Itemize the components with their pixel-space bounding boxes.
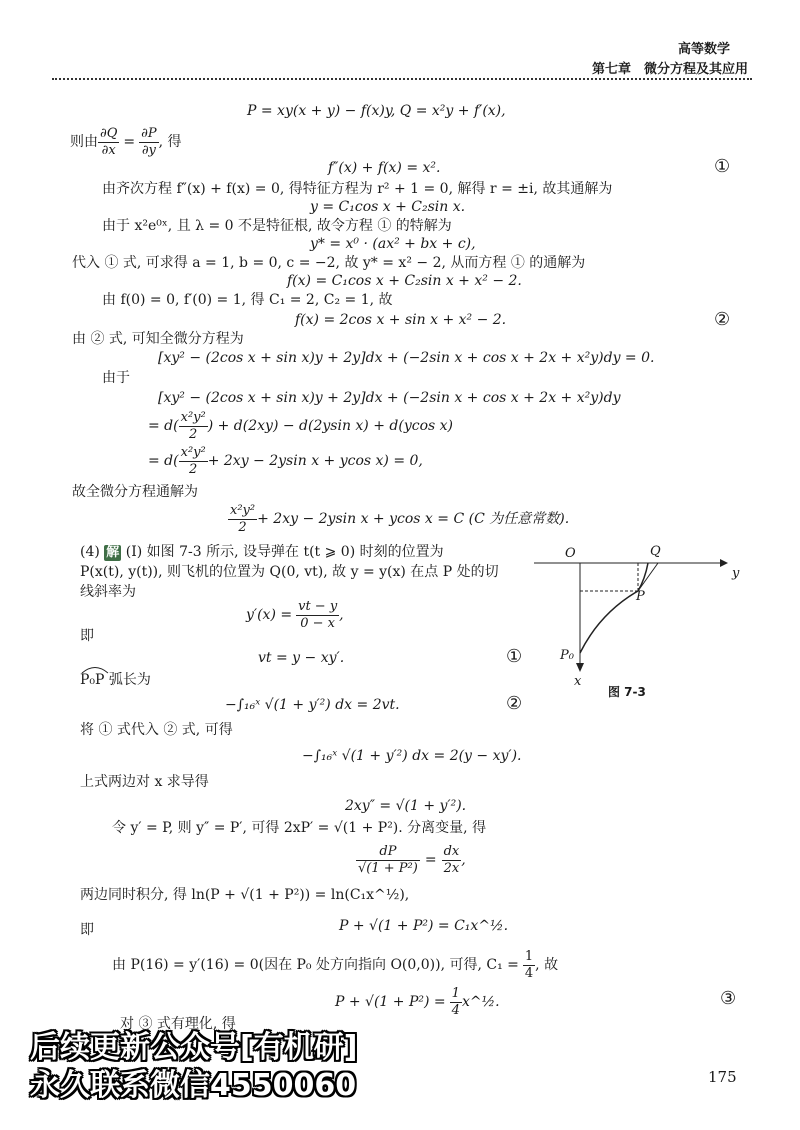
total-diff-eq: [xy² − (2cos x + sin x)y + 2y]dx + (−2sin x + cos x + 2x + x²y)dy = 0. — [158, 350, 655, 366]
frac-dq-dx — [98, 126, 119, 158]
second-order-eq: 2xy″ = √(1 + y′²). — [345, 798, 467, 814]
arc-icon — [80, 664, 110, 674]
header-divider — [52, 78, 752, 80]
frac-den: 2 — [189, 426, 198, 442]
label-P: P — [636, 589, 645, 604]
slope-comma: , — [339, 606, 344, 623]
frac-den: 4 — [524, 965, 534, 981]
eq3-lhs: P + √(1 + P²) = — [335, 993, 446, 1010]
equation-vt: vt = y − xy′. — [258, 650, 345, 666]
watermark-line-2: 永久联系微信4550060 — [30, 1068, 357, 1103]
tangent-line — [638, 563, 658, 591]
text-ji-2: 即 — [80, 922, 94, 938]
diff-decomp-1 — [148, 407, 453, 445]
integrate-text: 两边同时积分, 得 ln(P + √(1 + P²)) = ln(C₁x^½), — [80, 887, 410, 903]
label-P0: P₀ — [560, 648, 574, 663]
part4-line3: 线斜率为 — [80, 584, 136, 600]
page-number: 175 — [708, 1068, 737, 1086]
general-intro: 故全微分方程通解为 — [72, 484, 198, 500]
frac-x2y2-2 — [179, 445, 208, 477]
general-total-solution — [228, 500, 569, 538]
text-ji: 即 — [80, 628, 94, 644]
frac-num: vt − y — [298, 598, 338, 614]
frac-den: ∂x — [101, 142, 116, 158]
frac-num: dx — [443, 843, 460, 859]
equation-marker-4: ② — [506, 693, 523, 714]
figure-7-3 — [530, 535, 750, 695]
frac-slope — [296, 599, 339, 631]
frac-num: 1 — [451, 985, 460, 1001]
frac-den: 0 − x — [300, 615, 336, 631]
part4-text: (Ⅰ) 如图 7-3 所示, 设导弹在 t(t ⩾ 0) 时刻的位置为 — [125, 544, 444, 560]
label-Q: Q — [650, 544, 661, 559]
frac-num: x²y² — [230, 502, 256, 518]
equation-1: f″(x) + f(x) = x². — [328, 160, 441, 176]
text-de: , 得 — [158, 133, 182, 150]
decomp-prefix: = d( — [148, 417, 179, 434]
frac-den: 2 — [238, 519, 247, 535]
eq3-rhs: x^½. — [461, 993, 500, 1010]
frac-dp — [356, 844, 420, 876]
y-arrow-icon — [720, 559, 728, 567]
equation-marker-5: ③ — [720, 988, 737, 1009]
homogeneous-text: 由齐次方程 f″(x) + f(x) = 0, 得特征方程为 r² + 1 = 0, 解得 r = ±i, 故其通解为 — [102, 181, 613, 197]
frac-num: dP — [356, 844, 420, 861]
general-f: f(x) = C₁cos x + C₂sin x + x² − 2. — [287, 273, 522, 289]
frac-den: 2 — [189, 461, 198, 477]
frac-one-fourth — [450, 986, 462, 1018]
equation-3 — [335, 982, 500, 1022]
frac-one-fourth — [523, 949, 535, 981]
chapter-title: 第七章 微分方程及其应用 — [592, 62, 749, 77]
equation-marker-3: ① — [506, 646, 523, 667]
frac-num: x²y² — [180, 409, 206, 425]
x-arrow-icon — [576, 663, 584, 672]
frac-x2y2-2 — [228, 503, 257, 535]
arc-integral: −∫₁₆ˣ √(1 + y′²) dx = 2vt. — [225, 697, 400, 713]
frac-num: ∂P — [141, 125, 157, 141]
frac-x2y2-2 — [179, 410, 208, 442]
equation-pq: P = xy(x + y) − f(x)y, Q = x²y + f′(x), — [247, 103, 506, 119]
solution-badge: 解 — [106, 545, 120, 560]
p-solution-c1: P + √(1 + P²) = C₁x^½. — [339, 918, 509, 934]
slope-lhs: y′(x) = — [246, 606, 293, 623]
decomp-rest: ) + d(2xy) − d(2ysin x) + d(ycos x) — [207, 417, 453, 434]
equation-2: f(x) = 2cos x + sin x + x² − 2. — [295, 312, 507, 328]
arc-length-text: P₀P 弧长为 — [80, 672, 151, 688]
book-title: 高等数学 — [678, 42, 731, 57]
watermark-line-1: 后续更新公众号[有机研] — [30, 1030, 358, 1065]
diff-decomp-2 — [148, 442, 423, 480]
partial-condition — [70, 122, 182, 162]
label-y: y — [732, 566, 740, 581]
frac-num: ∂Q — [100, 125, 118, 141]
combined-integral: −∫₁₆ˣ √(1 + y′²) dx = 2(y − xy′). — [302, 748, 522, 764]
substitution-p: 令 y′ = P, 则 y″ = P′, 可得 2xP′ = √(1 + P²). 分离变量, 得 — [112, 820, 487, 836]
frac-dx — [442, 844, 462, 876]
substitute-text: 将 ① 式代入 ② 式, 可得 — [80, 722, 233, 738]
separated-comma: , — [461, 851, 466, 868]
equation-marker-1: ① — [714, 156, 731, 177]
part4-line1 — [80, 544, 444, 561]
frac-den: 4 — [451, 1002, 460, 1018]
equals-sign: = — [424, 851, 437, 868]
frac-num: 1 — [524, 948, 534, 964]
particular-text: 由于 x²e⁰ˣ, 且 λ = 0 不是特征根, 故令方程 ① 的特解为 — [102, 218, 452, 234]
rationalize-text: 对 ③ 式有理化, 得 — [120, 1016, 236, 1032]
separated-eq — [356, 838, 466, 882]
total-diff-expr: [xy² − (2cos x + sin x)y + 2y]dx + (−2sin x + cos x + 2x + x²y)dy — [158, 390, 621, 406]
initial-conditions: 由 f(0) = 0, f′(0) = 1, 得 C₁ = 2, C₂ = 1, 故 — [102, 292, 393, 308]
decomp-prefix: = d( — [148, 452, 179, 469]
figure-caption: 图 7-3 — [608, 685, 646, 699]
label-O: O — [565, 546, 576, 561]
label-x: x — [574, 674, 582, 689]
particular-form: y* = x⁰ · (ax² + bx + c), — [310, 236, 476, 252]
pursuit-curve — [580, 563, 648, 653]
text-zeyou: 则由 — [70, 133, 98, 150]
differentiate-text: 上式两边对 x 求导得 — [80, 774, 209, 790]
equation-marker-2: ② — [714, 309, 731, 330]
general-solution: y = C₁cos x + C₂sin x. — [310, 199, 466, 215]
substitution-text: 代入 ① 式, 可求得 a = 1, b = 0, c = −2, 故 y* = x² − 2, 从而方程 ① 的通解为 — [72, 255, 586, 271]
frac-dp-dy — [139, 126, 158, 158]
decomp-rest: + 2xy − 2ysin x + ycos x) = 0, — [207, 452, 423, 469]
solution-rest: + 2xy − 2ysin x + ycos x = C (C 为任意常数). — [257, 510, 570, 527]
equals-sign: = — [123, 133, 136, 150]
total-diff-intro: 由 ② 式, 可知全微分方程为 — [72, 331, 244, 347]
frac-den: ∂y — [141, 142, 156, 158]
part4-line2: P(x(t), y(t)), 则飞机的位置为 Q(0, vt), 故 y = y(x) 在点 P 处的切 — [80, 564, 499, 580]
initial-p-text — [112, 945, 558, 985]
text-youyu: 由于 — [102, 370, 130, 386]
initial-p-lead: 由 P(16) = y′(16) = 0(因在 P₀ 处方向指向 O(0,0)), 可得, C₁ = — [112, 956, 519, 973]
frac-den: 2x — [443, 860, 460, 876]
frac-den: √(1 + P²) — [358, 860, 418, 876]
initial-p-tail: , 故 — [535, 956, 559, 973]
slope-equation — [246, 595, 344, 635]
part-number: (4) — [80, 544, 100, 560]
frac-num: x²y² — [180, 444, 206, 460]
